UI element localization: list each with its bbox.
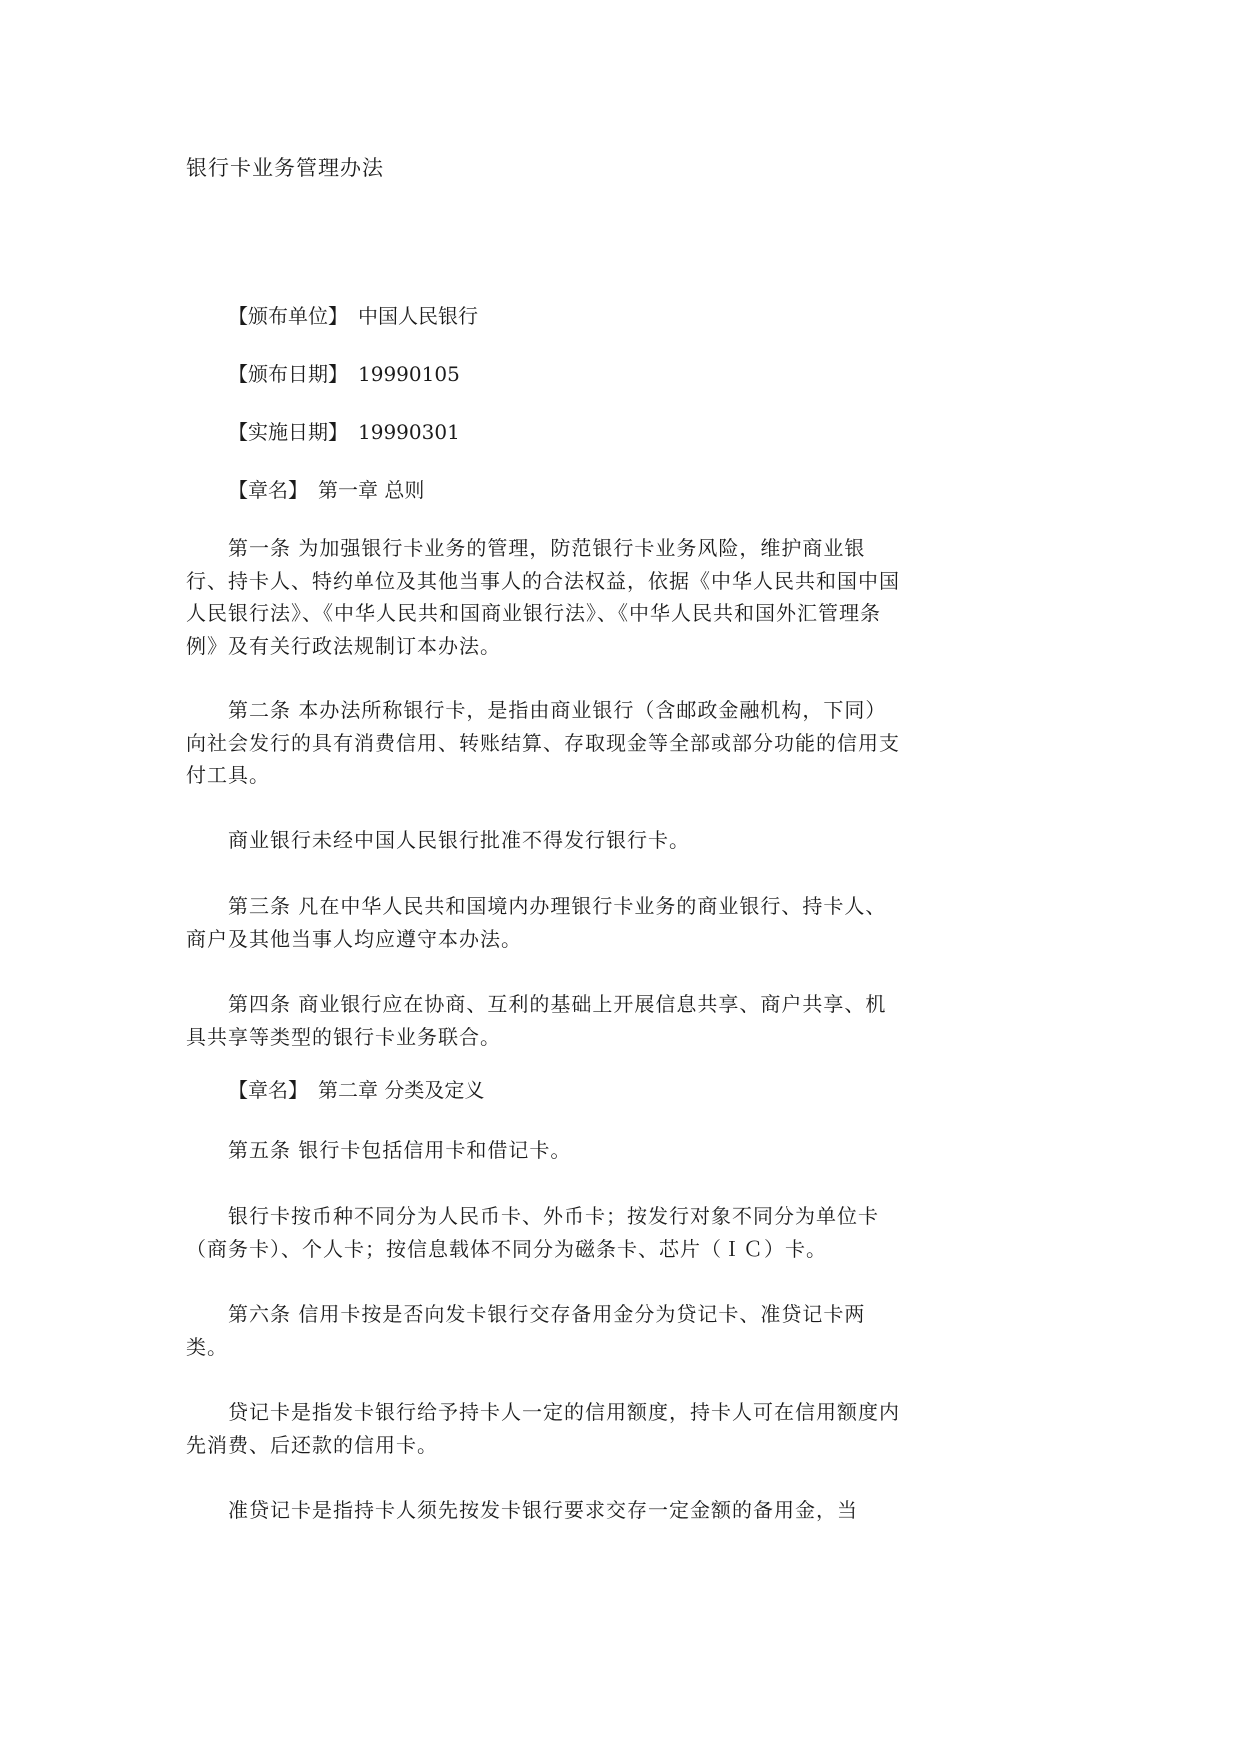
article-1: 第一条 为加强银行卡业务的管理，防范银行卡业务风险，维护商业银行、持卡人、特约单位及其他当事人的合法权益，依据《中华人民共和国中国人民银行法》、《中华人民共和国商业银行法》、《中华人民共和国外汇管理条例》及有关行政法规制订本办法。 xyxy=(186,536,900,658)
article-3: 第三条 凡在中华人民共和国境内办理银行卡业务的商业银行、持卡人、商户及其他当事人均应遵守本办法。 xyxy=(186,894,887,951)
meta-issue-date xyxy=(228,358,460,387)
meta-label: 【颁布单位】 xyxy=(228,304,348,328)
chapter-value: 第一章 总则 xyxy=(318,478,425,502)
article-5: 第五条 银行卡包括信用卡和借记卡。 xyxy=(228,1138,572,1162)
meta-value: 中国人民银行 xyxy=(358,304,478,328)
chapter-label: 【章名】 xyxy=(228,1078,308,1102)
chapter-heading-1 xyxy=(228,474,424,503)
paragraph-card-types: 银行卡按币种不同分为人民币卡、外币卡；按发行对象不同分为单位卡（商务卡）、个人卡；按信息载体不同分为磁条卡、芯片（ＩＣ）卡。 xyxy=(186,1204,879,1261)
document-title: 银行卡业务管理办法 xyxy=(186,156,384,180)
chapter-heading-2 xyxy=(228,1074,484,1103)
chapter-label: 【章名】 xyxy=(228,478,308,502)
meta-issuer xyxy=(228,300,478,329)
article-2: 第二条 本办法所称银行卡，是指由商业银行（含邮政金融机构，下同）向社会发行的具有消费信用、转账结算、存取现金等全部或部分功能的信用支付工具。 xyxy=(186,698,900,787)
article-6: 第六条 信用卡按是否向发卡银行交存备用金分为贷记卡、准贷记卡两类。 xyxy=(186,1302,866,1359)
meta-label: 【颁布日期】 xyxy=(228,362,348,386)
paragraph-credit-card: 贷记卡是指发卡银行给予持卡人一定的信用额度，持卡人可在信用额度内先消费、后还款的信用卡。 xyxy=(186,1400,900,1457)
meta-value: 19990301 xyxy=(358,420,460,444)
meta-effective-date xyxy=(228,416,460,445)
meta-value: 19990105 xyxy=(358,362,460,386)
chapter-value: 第二章 分类及定义 xyxy=(318,1078,485,1102)
paragraph-quasi-credit-card: 准贷记卡是指持卡人须先按发卡银行要求交存一定金额的备用金，当 xyxy=(228,1498,858,1522)
meta-label: 【实施日期】 xyxy=(228,420,348,444)
paragraph-approval: 商业银行未经中国人民银行批准不得发行银行卡。 xyxy=(228,828,690,852)
article-4: 第四条 商业银行应在协商、互利的基础上开展信息共享、商户共享、机具共享等类型的银行卡业务联合。 xyxy=(186,992,887,1049)
